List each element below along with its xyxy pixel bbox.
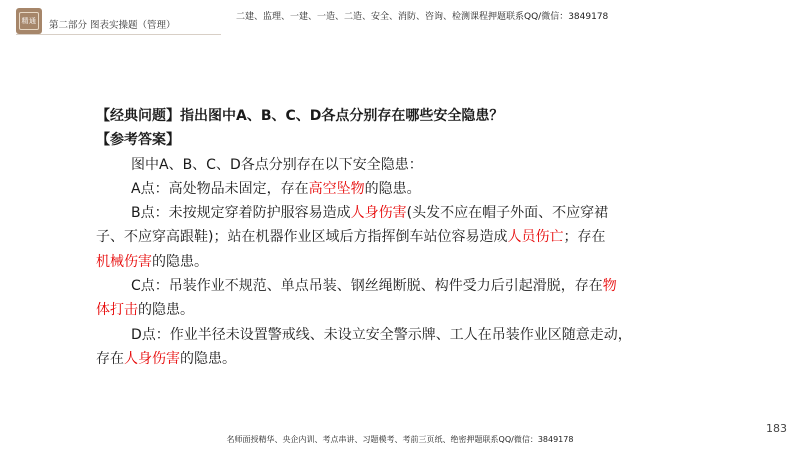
point-c-text: C点：吊装作业不规范、单点吊装、钢丝绳断脱、构件受力后引起滑脱，存在	[131, 278, 603, 295]
logo-text: 精通	[21, 17, 37, 25]
point-b-line-2-suffix: ；存在	[563, 229, 606, 246]
footer-contact-note: 名师面授精华、央企内训、考点串讲、习题模考、考前三页纸、绝密押题联系QQ/微信：3849178	[226, 435, 574, 444]
point-a-text: A点：高处物品未固定，存在	[131, 180, 309, 197]
point-b-line-2	[96, 225, 656, 249]
point-b-text: B点：未按规定穿着防护服容易造成	[131, 205, 351, 222]
logo-frame	[19, 12, 39, 30]
header-contact-note: 二建、监理、一建、一造、二造、安全、消防、咨询、检测课程押题联系QQ/微信：3849178	[236, 12, 609, 22]
point-b-line-1	[96, 201, 656, 225]
point-b-detail: (头发不应在帽子外面、不应穿裙	[406, 205, 609, 222]
point-d-line-2	[96, 347, 656, 371]
point-a-hazard: 高空坠物	[308, 180, 365, 197]
point-c-hazard-start: 物	[602, 278, 617, 295]
logo	[16, 8, 42, 34]
answer-content	[96, 104, 656, 371]
point-b-line-3-suffix: 的隐患。	[152, 253, 208, 270]
answer-heading: 【参考答案】	[96, 132, 180, 149]
question-line: 【经典问题】指出图中A、B、C、D各点分别存在哪些安全隐患？	[96, 108, 504, 124]
point-d-suffix: 的隐患。	[180, 350, 236, 367]
point-b-hazard-1: 人身伤害	[350, 205, 407, 222]
point-a-suffix: 的隐患。	[364, 180, 421, 197]
point-b-line-3	[96, 250, 656, 274]
intro-line: 图中A、B、C、D各点分别存在以下安全隐患：	[131, 156, 423, 173]
point-d-prefix: 存在	[96, 350, 124, 367]
section-title: 第二部分 图表实操题（管理）	[49, 20, 176, 31]
point-c-line-1	[96, 274, 656, 298]
header-divider	[16, 34, 221, 35]
point-b-hazard-3: 机械伤害	[96, 253, 152, 270]
point-a-line	[96, 177, 656, 201]
point-d-line-1: D点：作业半径未设置警戒线、未设立安全警示牌、工人在吊装作业区随意走动，	[131, 326, 632, 343]
point-c-suffix: 的隐患。	[138, 302, 194, 319]
page-number: 183	[766, 422, 787, 435]
point-c-line-2	[96, 298, 656, 322]
point-b-hazard-2: 人员伤亡	[507, 229, 564, 246]
point-c-hazard-end: 体打击	[96, 302, 138, 319]
point-b-line-2-text: 子、不应穿高跟鞋)；站在机器作业区域后方指挥倒车站位容易造成	[96, 229, 508, 246]
point-d-hazard: 人身伤害	[124, 350, 180, 367]
